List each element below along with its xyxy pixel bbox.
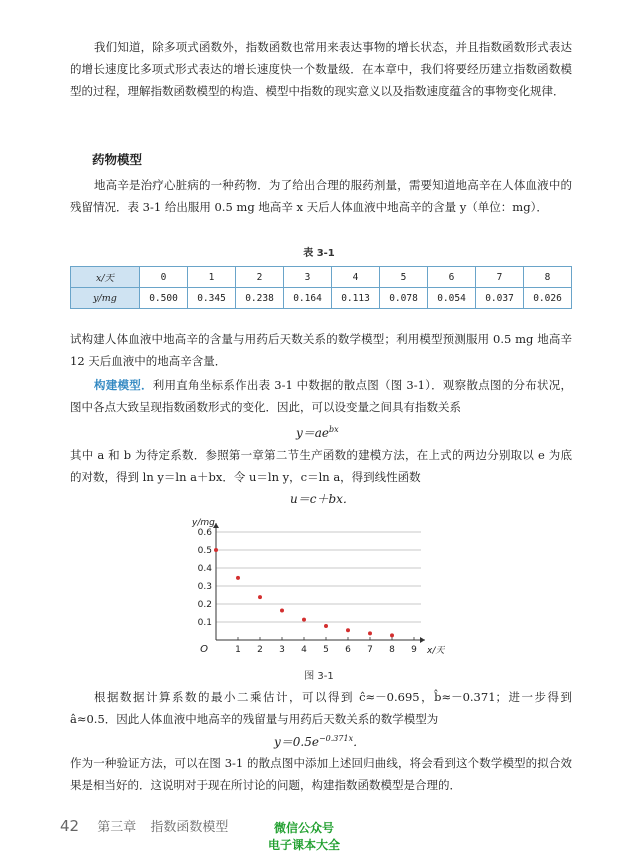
data-point bbox=[280, 608, 284, 612]
x-tick-label: 2 bbox=[257, 645, 263, 655]
formula-3-exponent: −0.371x bbox=[318, 734, 354, 743]
data-point bbox=[390, 633, 394, 637]
y-cell: 0.026 bbox=[524, 288, 572, 309]
chapter-title: 指数函数模型 bbox=[150, 820, 229, 835]
table-row-x bbox=[71, 267, 572, 288]
formula-3-base: y＝0.5e bbox=[274, 735, 319, 749]
paragraph-1: 地高辛是治疗心脏病的一种药物．为了给出合理的服药剂量，需要知道地高辛在人体血液中的残留情况．表 3-1 给出服用 0.5 mg 地高辛 x 天后人体血液中地高辛的含量 y（单位：mg）． bbox=[70, 178, 572, 214]
x-cell: 2 bbox=[236, 267, 284, 288]
y-cell: 0.238 bbox=[236, 288, 284, 309]
origin-label: O bbox=[200, 644, 208, 655]
paragraph-3-text: 利用直角坐标系作出表 3-1 中数据的散点图（图 3-1）．观察散点图的分布状况，图中各点大致呈现指数函数形式的变化．因此，可以设变量之间具有指数关系 bbox=[70, 378, 572, 414]
data-point bbox=[302, 618, 306, 622]
paragraph-2: 试构建人体血液中地高辛的含量与用药后天数关系的数学模型；利用模型预测服用 0.5 mg 地高辛 12 天后血液中的地高辛含量． bbox=[70, 332, 572, 368]
y-cell: 0.345 bbox=[188, 288, 236, 309]
y-tick-label: 0.5 bbox=[197, 546, 212, 556]
formula-exponential bbox=[296, 424, 339, 441]
chapter-label: 第三章 bbox=[97, 820, 137, 835]
watermark bbox=[268, 820, 340, 854]
y-header-cell: y/mg bbox=[71, 288, 140, 309]
x-tick-label: 7 bbox=[367, 645, 373, 655]
x-tick-label: 6 bbox=[345, 645, 351, 655]
y-tick-label: 0.6 bbox=[197, 528, 212, 538]
paragraph-3 bbox=[70, 374, 572, 418]
x-cell: 3 bbox=[284, 267, 332, 288]
y-tick-label: 0.4 bbox=[197, 564, 212, 574]
data-point bbox=[258, 595, 262, 599]
scatter-chart bbox=[190, 512, 470, 662]
y-cell: 0.078 bbox=[380, 288, 428, 309]
y-cell: 0.037 bbox=[476, 288, 524, 309]
y-axis-label: y/mg bbox=[192, 518, 215, 528]
figure-caption: 图 3-1 bbox=[304, 671, 334, 682]
x-tick-label: 4 bbox=[301, 645, 307, 655]
y-tick-label: 0.2 bbox=[197, 600, 212, 610]
x-cell: 4 bbox=[332, 267, 380, 288]
y-cell: 0.054 bbox=[428, 288, 476, 309]
x-tick-label: 5 bbox=[323, 645, 329, 655]
formula-3-end: ． bbox=[353, 735, 366, 749]
formula-model bbox=[274, 733, 365, 750]
y-tick-label: 0.3 bbox=[197, 582, 212, 592]
x-axis-arrow bbox=[420, 637, 425, 643]
x-axis-label: x/天 bbox=[427, 646, 445, 656]
formula-linear: u＝c＋bx． bbox=[290, 492, 355, 506]
y-cell: 0.113 bbox=[332, 288, 380, 309]
formula-1-exponent: bx bbox=[329, 425, 339, 434]
x-cell: 8 bbox=[524, 267, 572, 288]
data-point bbox=[214, 548, 218, 552]
x-cell: 6 bbox=[428, 267, 476, 288]
data-point bbox=[324, 624, 328, 628]
paragraph-6: 作为一种验证方法，可以在图 3-1 的散点图中添加上述回归曲线，将会看到这个数学模型的拟合效果是相当好的．这说明对于现在所讨论的问题，构建指数函数模型是合理的． bbox=[70, 756, 572, 792]
watermark-line-2: 电子课本大全 bbox=[268, 838, 341, 852]
data-point bbox=[368, 631, 372, 635]
watermark-line-1: 微信公众号 bbox=[274, 821, 335, 835]
y-cell: 0.164 bbox=[284, 288, 332, 309]
x-header-cell: x/天 bbox=[71, 267, 140, 288]
x-tick-label: 3 bbox=[279, 645, 285, 655]
table-caption: 表 3-1 bbox=[303, 248, 335, 259]
data-point bbox=[236, 576, 240, 580]
paragraph-4: 其中 a 和 b 为待定系数．参照第一章第二节生产函数的建模方法，在上式的两边分别取以 e 为底的对数，得到 ln y＝ln a＋bx．令 u＝ln y，c＝ln a，得到线性函数 bbox=[70, 448, 572, 484]
data-table bbox=[70, 266, 572, 309]
formula-1-base: y＝ae bbox=[296, 426, 330, 440]
x-cell: 7 bbox=[476, 267, 524, 288]
y-cell: 0.500 bbox=[140, 288, 188, 309]
page-number: 42 bbox=[60, 817, 80, 835]
x-tick-label: 9 bbox=[411, 645, 417, 655]
build-model-label: 构建模型． bbox=[94, 378, 153, 392]
x-cell: 5 bbox=[380, 267, 428, 288]
x-cell: 0 bbox=[140, 267, 188, 288]
section-title: 药物模型 bbox=[92, 152, 143, 167]
x-cell: 1 bbox=[188, 267, 236, 288]
table-row-y bbox=[71, 288, 572, 309]
intro-paragraph: 我们知道，除多项式函数外，指数函数也常用来表达事物的增长状态，并且指数函数形式表达的增长速度比多项式形式表达的增长速度快一个数量级．在本章中，我们将要经历建立指数函数模型的过程，理解指数函数模型的构造、模型中指数的现实意义以及指数速度蕴含的事物变化规律． bbox=[70, 40, 572, 98]
x-tick-label: 1 bbox=[235, 645, 241, 655]
x-tick-label: 8 bbox=[389, 645, 395, 655]
page-footer bbox=[60, 816, 228, 835]
y-tick-label: 0.1 bbox=[197, 618, 212, 628]
paragraph-5: 根据数据计算系数的最小二乘估计，可以得到 ĉ≈－0.695，b̂≈－0.371；进一步得到 â≈0.5．因此人体血液中地高辛的残留量与用药后天数关系的数学模型为 bbox=[70, 690, 572, 726]
data-point bbox=[346, 628, 350, 632]
